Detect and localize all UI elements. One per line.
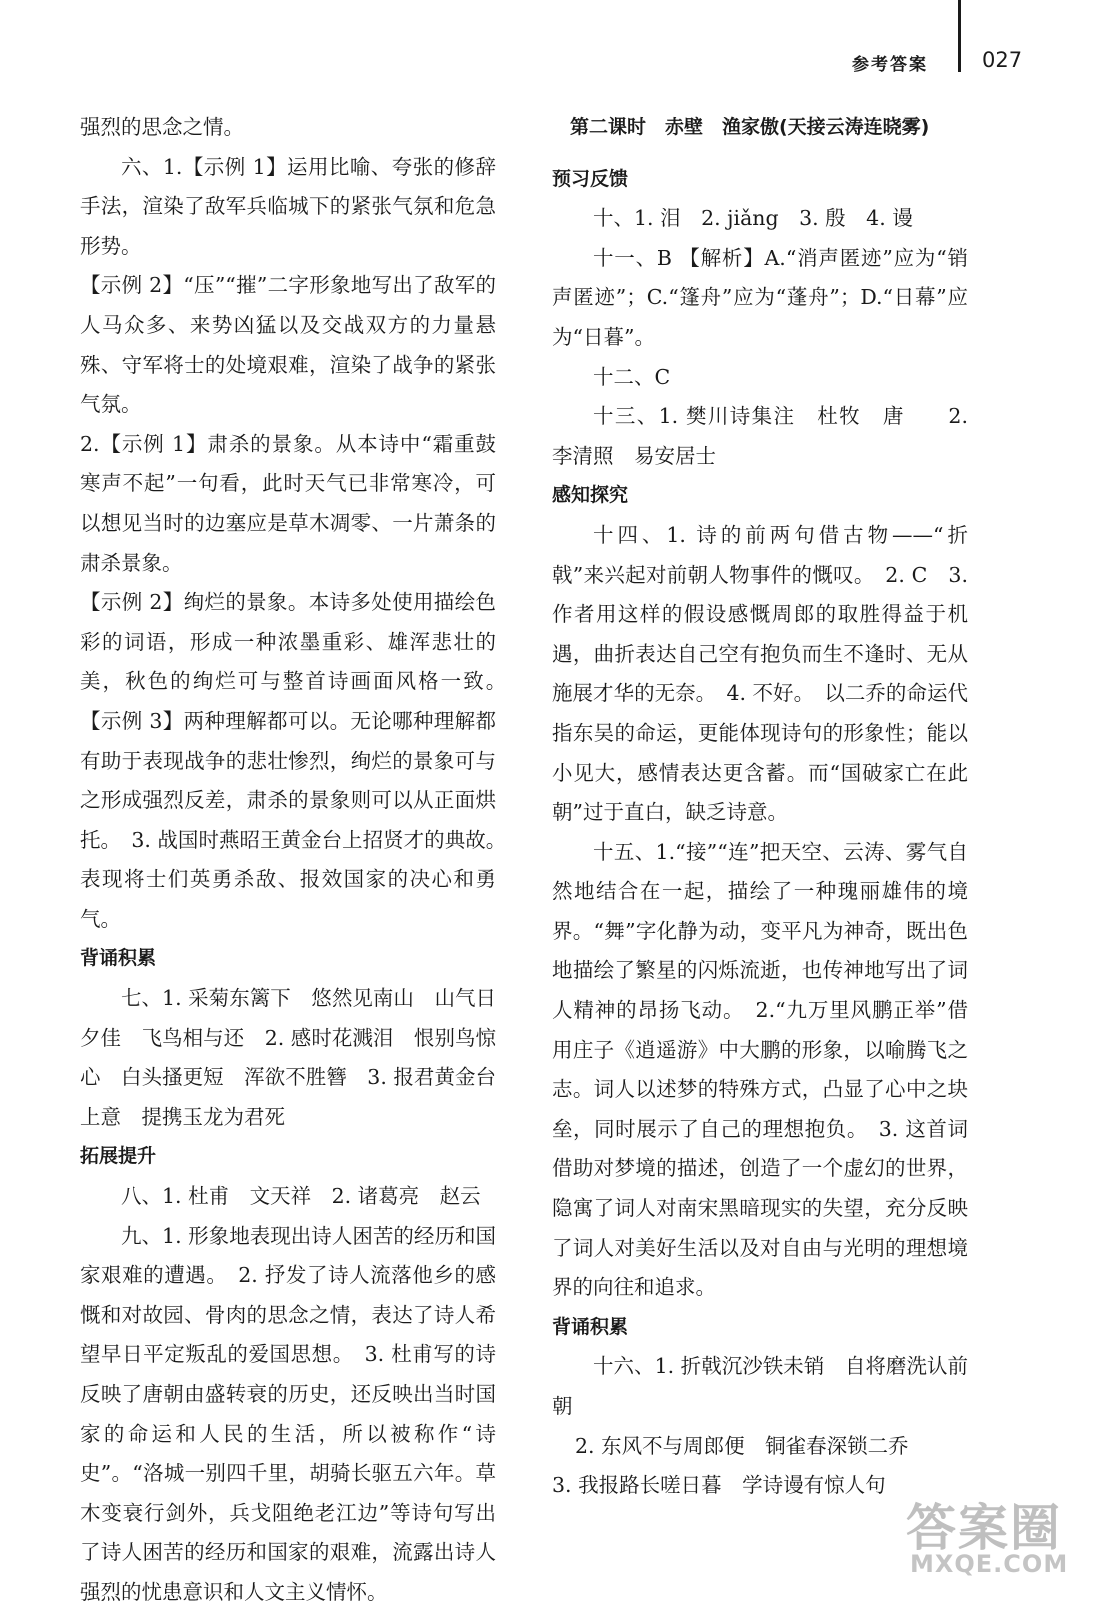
answer-paragraph: 强烈的思念之情。 [80, 115, 244, 139]
answer-paragraph: 九、1. 形象地表现出诗人困苦的经历和国家艰难的遭遇。 2. 抒发了诗人流落他乡的感慨和对故园、骨肉的思念之情，表达了诗人希望早日平定叛乱的爱国思想。 3. 杜甫写的诗反映了唐朝由盛转衰的历史，还反映出当时国家的命运和人民的生活，所以被称作“诗史”。“洛城一别四千里，胡骑长驱五六年。草木变衰行剑外，兵戈阻绝老江边”等诗句写出了诗人困苦的经历和国家的艰难，流露出诗人强烈的忧患意识和人文主义情怀。 [80, 1223, 496, 1604]
watermark [900, 1488, 1076, 1588]
answer-paragraph: 【示例 2】“压”“摧”二字形象地写出了敌军的人马众多、来势凶猛以及交战双方的力量悬殊、守军将士的处境艰难，渲染了战争的紧张气氛。 [80, 273, 496, 417]
left-column [80, 108, 517, 1613]
answer-paragraph: 十六、1. 折戟沉沙铁未销 自将磨洗认前朝 [552, 1354, 968, 1418]
answer-paragraph: 2. 东风不与周郎便 铜雀春深锁二乔 [575, 1433, 909, 1458]
answer-paragraph: 十二、C [593, 364, 671, 389]
answer-paragraph: 七、1. 采菊东篱下 悠然见南山 山气日夕佳 飞鸟相与还 2. 感时花溅泪 恨别鸟惊心 白头搔更短 浑欲不胜簪 3. 报君黄金台上意 提携玉龙为君死 [80, 986, 496, 1129]
answer-paragraph: 十四、1. 诗的前两句借古物——“折戟”来兴起对前朝人物事件的慨叹。 2. C 3. 作者用这样的假设感慨周郎的取胜得益于机遇，曲折表达自己空有抱负而生不逢时、无从施展才华的无奈。 4. 不好。 以二乔的命运代指东吴的命运，更能体现诗句的形象性；能以小见大，感情表达更含蓄。而“国破家亡在此朝”过于直白，缺乏诗意。 [552, 522, 968, 825]
lesson-title: 第二课时 赤壁 渔家傲(天接云涛连晓雾) [570, 116, 930, 138]
answer-paragraph: 十、1. 泪 2. jiǎng 3. 殷 4. 谩 [593, 206, 913, 231]
section-heading: 预习反馈 [552, 167, 629, 190]
header-title: 参考答案 [852, 55, 928, 75]
right-column [552, 108, 968, 1506]
header-divider [958, 0, 961, 72]
answer-paragraph: 3. 我报路长嗟日暮 学诗谩有惊人句 [552, 1473, 886, 1498]
answer-paragraph: 十三、1. 樊川诗集注 杜牧 唐 2. 李清照 易安居士 [552, 404, 968, 468]
answer-paragraph: 六、1.【示例 1】运用比喻、夸张的修辞手法，渲染了敌军兵临城下的紧张气氛和危急形势。 [80, 154, 496, 258]
section-heading: 拓展提升 [80, 1145, 157, 1168]
watermark-url: MXQE.COM [910, 1550, 1069, 1578]
answer-paragraph: 十一、B 【解析】A.“消声匿迹”应为“销声匿迹”；C.“篷舟”应为“蓬舟”；D.“日幕”应为“日暮”。 [552, 245, 968, 349]
answer-paragraph: 2.【示例 1】肃杀的景象。从本诗中“霜重鼓寒声不起”一句看，此时天气已非常寒冷，可以想见当时的边塞应是草木凋零、一片萧条的肃杀景象。 [80, 431, 496, 575]
page-number: 027 [982, 48, 1023, 72]
section-heading: 感知探究 [552, 484, 629, 507]
page-header [0, 0, 1096, 80]
section-heading: 背诵积累 [552, 1315, 629, 1338]
answer-paragraph: 十五、1.“接”“连”把天空、云涛、雾气自然地结合在一起，描绘了一种瑰丽雄伟的境界。“舞”字化静为动，变平凡为神奇，既出色地描绘了繁星的闪烁流逝，也传神地写出了词人精神的昂扬飞动。 2.“九万里风鹏正举”借用庄子《逍遥游》中大鹏的形象，以喻腾飞之志。词人以述梦的特殊方式，凸显了心中之块垒，同时展示了自己的理想抱负。 3. 这首词借助对梦境的描述，创造了一个虚幻的世界，隐寓了词人对南宋黑暗现实的失望，充分反映了词人对美好生活以及对自由与光明的理想境界的向往和追求。 [552, 839, 968, 1300]
answer-paragraph: 八、1. 杜甫 文天祥 2. 诸葛亮 赵云 [121, 1184, 481, 1209]
section-heading: 背诵积累 [80, 947, 157, 970]
watermark-logo: 答案圈 [906, 1499, 1062, 1557]
answer-paragraph: 【示例 2】绚烂的景象。本诗多处使用描绘色彩的词语，形成一种浓墨重彩、雄浑悲壮的美，秋色的绚烂可与整首诗画面风格一致。 【示例 3】两种理解都可以。无论哪种理解都有助于表现战争的悲壮惨烈，绚烂的景象可与之形成强烈反差，肃杀的景象则可以从正面烘托。 3. 战国时燕昭王黄金台上招贤才的典故。 表现将士们英勇杀敌、报效国家的决心和勇气。 [80, 590, 517, 931]
